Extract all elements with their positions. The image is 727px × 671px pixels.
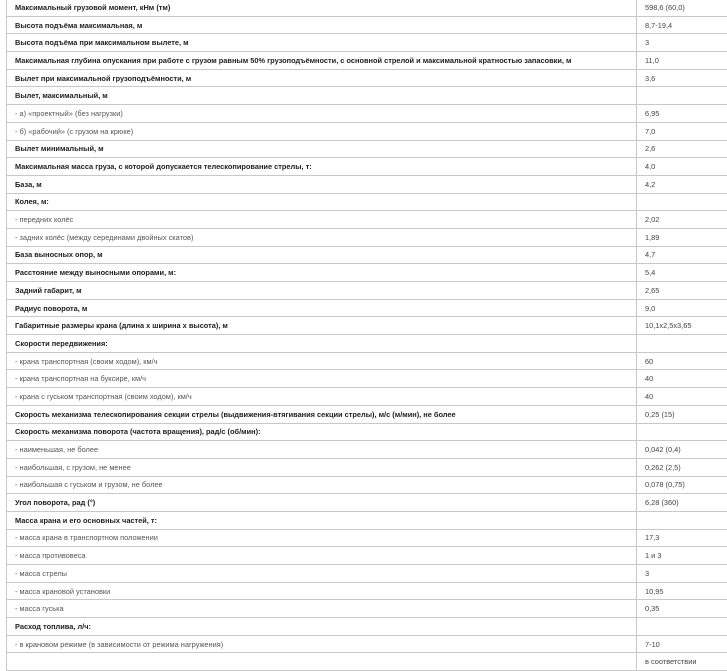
spec-row-header: [7, 246, 727, 264]
spec-value: 3: [637, 34, 727, 52]
spec-label: Максимальный грузовой момент, кНм (тм): [7, 0, 637, 16]
spec-label: Вылет, максимальный, м: [7, 87, 637, 105]
spec-label: - передних колёс: [7, 211, 637, 229]
spec-row-subitem: [7, 352, 727, 370]
spec-label: Скорость механизма телескопирования секции стрелы (выдвижения-втягивания секции стрелы), м/с (м/мин), не более: [7, 405, 637, 423]
spec-row-header: [7, 317, 727, 335]
spec-value: 60: [637, 352, 727, 370]
spec-row-subitem: [7, 105, 727, 123]
spec-row-subitem: [7, 529, 727, 547]
spec-label: Задний габарит, м: [7, 282, 637, 300]
spec-label: - масса противовеса: [7, 547, 637, 565]
spec-label: База выносных опор, м: [7, 246, 637, 264]
spec-label: Радиус поворота, м: [7, 299, 637, 317]
spec-value: 7,0: [637, 122, 727, 140]
spec-value: 10,1х2,5х3,65: [637, 317, 727, 335]
spec-value: 0,25 (15): [637, 405, 727, 423]
spec-row-header: [7, 193, 727, 211]
spec-value: 6,28 (360): [637, 494, 727, 512]
spec-label: - наибольшая, с грузом, не менее: [7, 458, 637, 476]
spec-value: [637, 423, 727, 441]
spec-row-header: [7, 423, 727, 441]
spec-row-subitem: [7, 547, 727, 565]
spec-value: 3: [637, 565, 727, 583]
spec-label: - крана транспортная (своим ходом), км/ч: [7, 352, 637, 370]
spec-label: Вылет при максимальной грузоподъёмности, м: [7, 69, 637, 87]
spec-row-header: [7, 494, 727, 512]
spec-row-header: [7, 158, 727, 176]
spec-row-header: [7, 618, 727, 636]
spec-label: Угол поворота, рад (°): [7, 494, 637, 512]
spec-row-header: [7, 175, 727, 193]
spec-row-subitem: [7, 228, 727, 246]
spec-value: 2,02: [637, 211, 727, 229]
spec-label: Высота подъёма при максимальном вылете, м: [7, 34, 637, 52]
spec-label: База, м: [7, 175, 637, 193]
spec-value: 3,6: [637, 69, 727, 87]
spec-row-subitem: [7, 476, 727, 494]
spec-value: 40: [637, 370, 727, 388]
spec-value: [637, 87, 727, 105]
spec-label: - крана транспортная на буксире, км/ч: [7, 370, 637, 388]
spec-label: - масса стрелы: [7, 565, 637, 583]
spec-label: - крана с гуськом транспортная (своим ходом), км/ч: [7, 388, 637, 406]
spec-value: 5,4: [637, 264, 727, 282]
spec-row-header: [7, 0, 727, 16]
spec-row-header: [7, 282, 727, 300]
spec-label: Скорости передвижения:: [7, 335, 637, 353]
spec-label: Высота подъёма максимальная, м: [7, 16, 637, 34]
spec-row-subitem: [7, 370, 727, 388]
spec-row-header: [7, 87, 727, 105]
spec-value: 1,89: [637, 228, 727, 246]
spec-table-body: [7, 0, 727, 671]
spec-label: Скорость механизма поворота (частота вращения), рад/с (об/мин):: [7, 423, 637, 441]
spec-label: Вылет минимальный, м: [7, 140, 637, 158]
spec-row-header: [7, 335, 727, 353]
spec-row-subitem: [7, 458, 727, 476]
spec-value: 598,6 (60,0): [637, 0, 727, 16]
spec-row-header: [7, 140, 727, 158]
spec-label: [7, 653, 637, 671]
spec-row-subitem: [7, 565, 727, 583]
spec-row-header: [7, 405, 727, 423]
spec-row-subitem: [7, 653, 727, 671]
spec-label: - наибольшая с гуськом и грузом, не более: [7, 476, 637, 494]
crane-specifications-table: [6, 0, 727, 671]
spec-value: [637, 335, 727, 353]
spec-value: 1 и 3: [637, 547, 727, 565]
spec-value: 7-10: [637, 635, 727, 653]
spec-label: - масса гуська: [7, 600, 637, 618]
spec-value: 0,078 (0,75): [637, 476, 727, 494]
spec-label: - масса крана в транспортном положении: [7, 529, 637, 547]
spec-row-header: [7, 299, 727, 317]
spec-label: Расстояние между выносными опорами, м:: [7, 264, 637, 282]
spec-row-subitem: [7, 441, 727, 459]
spec-label: - масса крановой установки: [7, 582, 637, 600]
spec-row-header: [7, 511, 727, 529]
spec-label: Масса крана и его основных частей, т:: [7, 511, 637, 529]
spec-row-subitem: [7, 211, 727, 229]
spec-label: - а) «проектный» (без нагрузки): [7, 105, 637, 123]
spec-value: [637, 511, 727, 529]
spec-value: 11,0: [637, 52, 727, 70]
spec-label: Габаритные размеры крана (длина х ширина х высота), м: [7, 317, 637, 335]
spec-label: Расход топлива, л/ч:: [7, 618, 637, 636]
spec-label: - задних колёс (между серединами двойных скатов): [7, 228, 637, 246]
spec-value: 40: [637, 388, 727, 406]
spec-value: 17,3: [637, 529, 727, 547]
spec-row-header: [7, 16, 727, 34]
spec-row-header: [7, 264, 727, 282]
spec-value: 0,35: [637, 600, 727, 618]
spec-row-subitem: [7, 600, 727, 618]
spec-value: 9,0: [637, 299, 727, 317]
spec-value: 8,7-19,4: [637, 16, 727, 34]
spec-label: - в крановом режиме (в зависимости от режима нагружения): [7, 635, 637, 653]
spec-row-subitem: [7, 635, 727, 653]
spec-row-subitem: [7, 388, 727, 406]
spec-row-subitem: [7, 582, 727, 600]
spec-value: 0,262 (2,5): [637, 458, 727, 476]
spec-row-header: [7, 69, 727, 87]
spec-value: 6,95: [637, 105, 727, 123]
spec-label: Максимальная масса груза, с которой допускается телескопирование стрелы, т:: [7, 158, 637, 176]
spec-label: - наименьшая, не более: [7, 441, 637, 459]
spec-value: [637, 618, 727, 636]
spec-label: Колея, м:: [7, 193, 637, 211]
spec-value: [637, 193, 727, 211]
spec-value: 4,0: [637, 158, 727, 176]
spec-label: - б) «рабочий» (с грузом на крюке): [7, 122, 637, 140]
spec-value: 4,7: [637, 246, 727, 264]
spec-value: в соответствии: [637, 653, 727, 671]
spec-row-header: [7, 52, 727, 70]
spec-row-subitem: [7, 122, 727, 140]
spec-row-header: [7, 34, 727, 52]
spec-value: 4,2: [637, 175, 727, 193]
spec-value: 2,6: [637, 140, 727, 158]
spec-value: 10,95: [637, 582, 727, 600]
spec-label: Максимальная глубина опускания при работе с грузом равным 50% грузоподъёмности, с основной стрелой и максимальной кратностью запасовки, м: [7, 52, 637, 70]
spec-value: 2,65: [637, 282, 727, 300]
spec-value: 0,042 (0,4): [637, 441, 727, 459]
